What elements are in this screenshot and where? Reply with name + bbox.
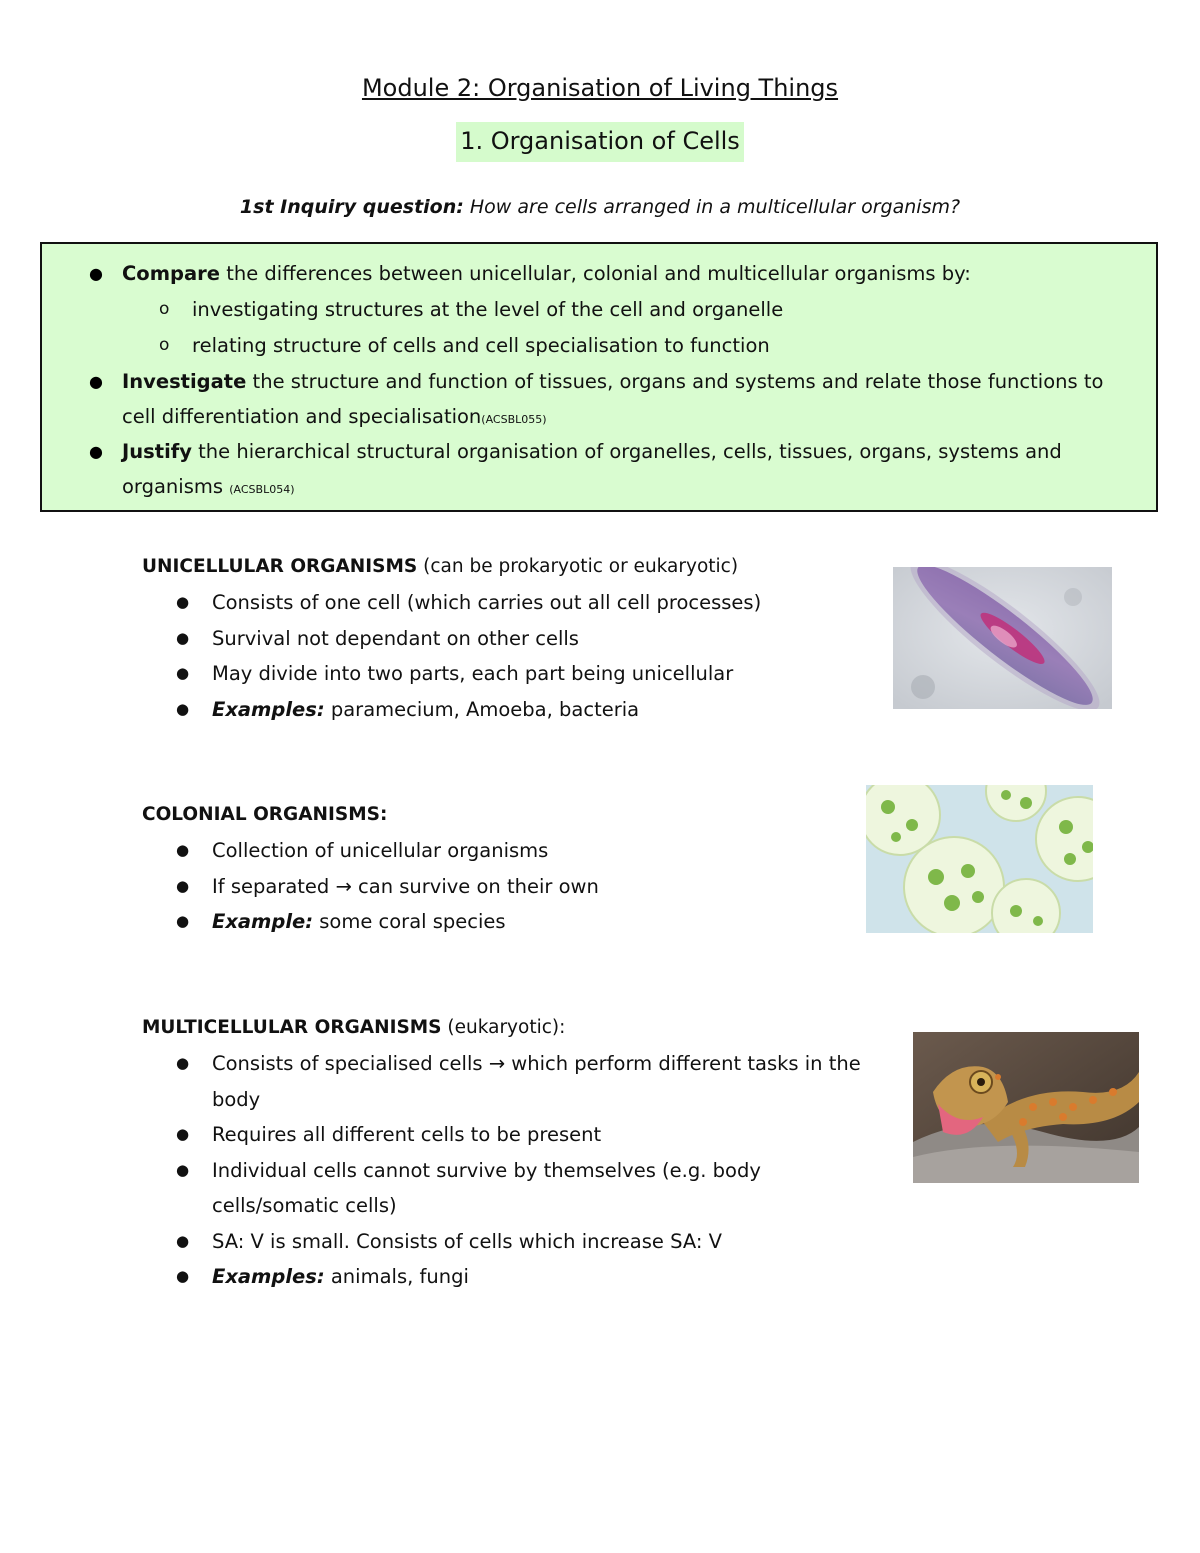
gecko-illustration	[913, 1032, 1139, 1183]
unicellular-heading	[142, 553, 738, 581]
list-item-examples	[176, 692, 902, 728]
list-item	[176, 656, 902, 692]
bullet-icon: ●	[89, 372, 103, 391]
list-item	[176, 585, 902, 621]
list-item-text: May divide into two parts, each part being unicellular	[212, 662, 734, 685]
unicellular-heading-rest: (can be prokaryotic or eukaryotic)	[417, 556, 739, 577]
outcome-text: the structure and function of tissues, organs and systems and relate those functions to	[246, 370, 1104, 393]
examples-label: Example:	[212, 910, 314, 933]
syllabus-code: (ACSBL054)	[229, 483, 295, 496]
outcome-verb: Investigate	[122, 370, 247, 393]
section-heading: 1. Organisation of Cells	[456, 122, 744, 162]
outcome-sub-text: investigating structures at the level of the cell and organelle	[192, 298, 784, 321]
multicellular-heading	[142, 1014, 565, 1042]
unicellular-heading-bold: UNICELLULAR ORGANISMS	[142, 556, 418, 577]
list-item-text: Consists of specialised cells → which perform different tasks in the body	[212, 1052, 861, 1111]
bullet-icon: ●	[176, 664, 190, 682]
examples-text: animals, fungi	[324, 1265, 469, 1288]
paramecium-illustration	[893, 567, 1112, 709]
outcome-text-continued: cell differentiation and specialisation	[122, 405, 482, 428]
bullet-icon: ●	[176, 876, 190, 895]
examples-label: Examples:	[212, 697, 325, 721]
list-item-text: SA: V is small. Consists of cells which increase SA: V	[212, 1229, 722, 1253]
colonial-list	[176, 833, 902, 940]
list-item-text: Survival not dependant on other cells	[212, 626, 579, 650]
bullet-icon: ●	[176, 1054, 190, 1072]
bullet-icon: ●	[176, 628, 190, 647]
bullet-icon: ●	[176, 1231, 190, 1250]
outcome-text: the hierarchical structural organisation of organelles, cells, tissues, organs, systems and	[191, 440, 1062, 463]
bullet-icon: ●	[176, 593, 190, 611]
outcome-investigate	[89, 364, 1152, 437]
volvox-colony-image	[866, 785, 1093, 933]
list-item-text: If separated → can survive on their own	[212, 874, 599, 898]
inquiry-label: 1st Inquiry question:	[239, 196, 464, 218]
bullet-icon: ●	[89, 442, 103, 461]
list-item-text: Individual cells cannot survive by themselves (e.g. body cells/somatic cells)	[212, 1158, 761, 1217]
outcome-verb: Justify	[122, 440, 192, 463]
section-heading-wrap	[0, 122, 1200, 162]
examples-label: Examples:	[212, 1265, 325, 1288]
syllabus-outcomes-box	[40, 242, 1158, 512]
unicellular-list	[176, 585, 902, 727]
outcome-sub-structures	[159, 292, 1092, 327]
outcome-verb: Compare	[122, 262, 220, 285]
inquiry-text: How are cells arranged in a multicellular organism?	[463, 196, 961, 218]
bullet-icon: ●	[89, 264, 103, 283]
list-item-examples	[176, 1259, 902, 1295]
list-item-text: Collection of unicellular organisms	[212, 839, 549, 862]
outcome-text: the differences between unicellular, colonial and multicellular organisms by:	[220, 262, 971, 285]
gecko-image	[913, 1032, 1139, 1183]
list-item	[176, 1153, 812, 1224]
outcome-justify	[89, 434, 1152, 507]
sub-bullet-icon: o	[159, 335, 170, 355]
paramecium-image	[893, 567, 1112, 709]
outcome-sub-specialisation	[159, 328, 1092, 363]
inquiry-question	[0, 196, 1200, 218]
page-title: Module 2: Organisation of Living Things	[361, 74, 839, 102]
list-item	[176, 833, 902, 869]
bullet-icon: ●	[176, 841, 190, 859]
bullet-icon: ●	[176, 1125, 190, 1143]
bullet-icon: ●	[176, 699, 190, 718]
examples-text: some coral species	[313, 910, 506, 933]
colonial-heading-bold: COLONIAL ORGANISMS:	[142, 804, 388, 825]
multicellular-heading-bold: MULTICELLULAR ORGANISMS	[142, 1017, 442, 1038]
sub-bullet-icon: o	[159, 299, 170, 319]
list-item	[176, 1224, 902, 1260]
outcome-sub-text: relating structure of cells and cell specialisation to function	[192, 334, 770, 357]
list-item	[176, 869, 902, 905]
list-item	[176, 1117, 902, 1153]
multicellular-heading-rest: (eukaryotic):	[441, 1017, 566, 1038]
outcome-text-continued: organisms	[122, 475, 224, 498]
examples-text: paramecium, Amoeba, bacteria	[324, 697, 640, 721]
list-item-text: Consists of one cell (which carries out all cell processes)	[212, 591, 762, 614]
list-item-examples	[176, 904, 902, 940]
bullet-icon: ●	[176, 1267, 190, 1285]
multicellular-list	[176, 1046, 902, 1295]
list-item	[176, 1046, 902, 1117]
outcome-compare	[89, 256, 1152, 291]
list-item-text: Requires all different cells to be present	[212, 1123, 602, 1146]
bullet-icon: ●	[176, 1160, 190, 1179]
colonial-heading	[142, 801, 387, 829]
list-item	[176, 621, 902, 657]
syllabus-code: (ACSBL055)	[481, 413, 547, 426]
volvox-illustration	[866, 785, 1093, 933]
bullet-icon: ●	[176, 912, 190, 930]
